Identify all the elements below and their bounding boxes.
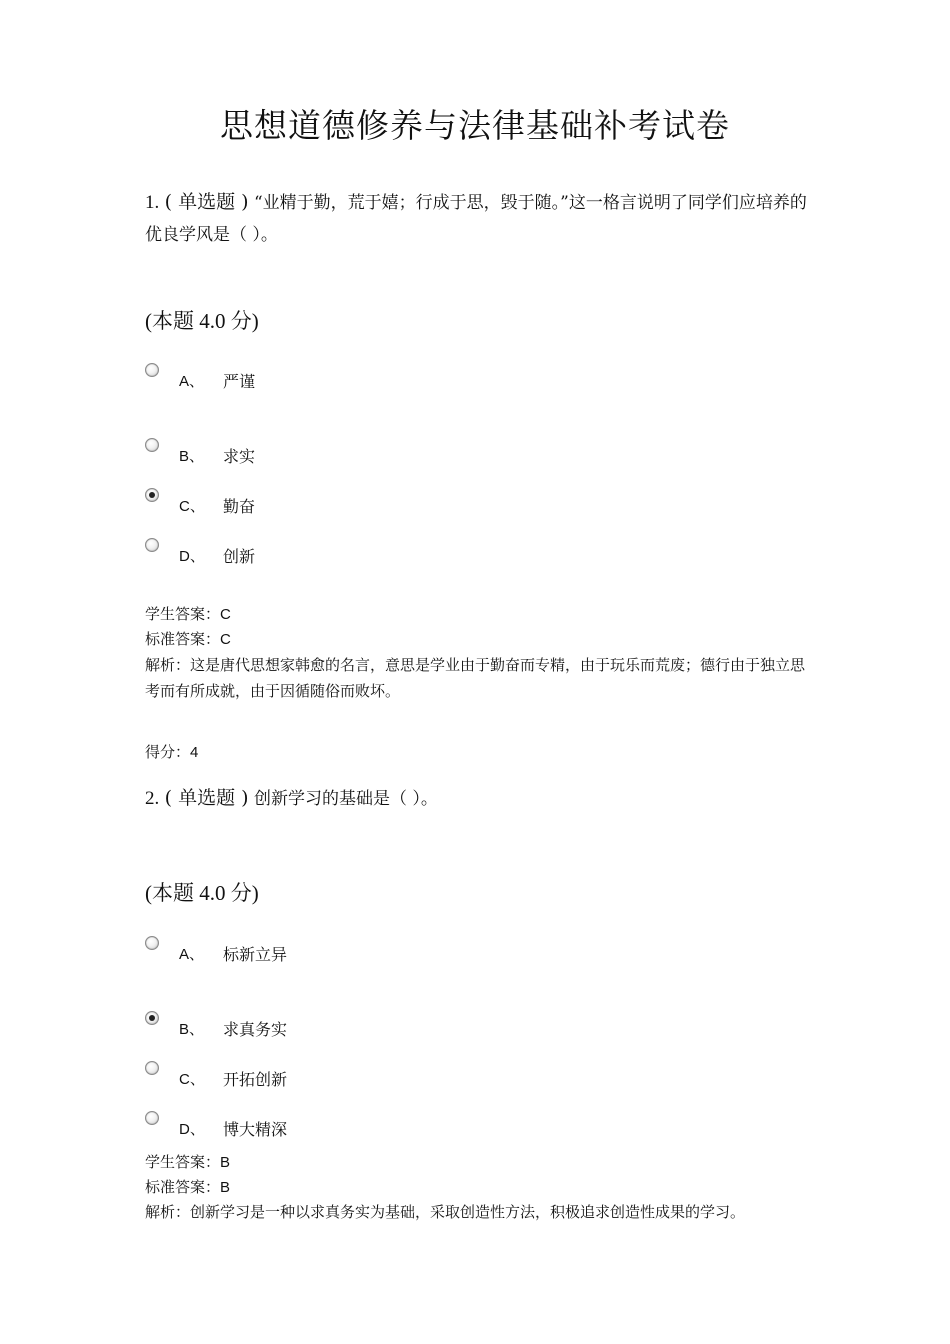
question-score: (本题 4.0 分) <box>145 881 259 905</box>
question-text: “业精于勤，荒于嬉；行成于思，毁于随。”这一格言说明了同学们应培养的优良学风是（ ）。 <box>145 193 807 245</box>
option-text: 勤奋 <box>223 497 256 516</box>
radio-button[interactable] <box>145 1111 159 1125</box>
radio-button-selected[interactable] <box>145 488 159 502</box>
radio-button[interactable] <box>145 538 159 552</box>
question-1 <box>145 186 815 761</box>
option-text: 开拓创新 <box>223 1070 288 1089</box>
option-letter: C、 <box>179 1071 205 1088</box>
option-a[interactable] <box>145 936 545 966</box>
question-number: 2. <box>145 788 160 809</box>
option-text: 求实 <box>223 447 256 466</box>
question-number: 1. <box>145 192 160 213</box>
option-text: 标新立异 <box>223 945 288 964</box>
radio-button-selected[interactable] <box>145 1011 159 1025</box>
option-text: 严谨 <box>223 372 256 391</box>
radio-button[interactable] <box>145 363 159 377</box>
option-letter: D、 <box>179 1121 205 1138</box>
option-b[interactable] <box>145 438 545 468</box>
analysis-text: 解析：这是唐代思想家韩愈的名言，意思是学业由于勤奋而专精，由于玩乐而荒废；德行由于独立思考而有所成就，由于因循随俗而败坏。 <box>145 656 806 700</box>
option-text: 求真务实 <box>223 1020 288 1039</box>
student-answer: 学生答案：C <box>145 605 231 623</box>
option-letter: D、 <box>179 548 205 565</box>
option-text: 创新 <box>223 547 256 566</box>
option-c[interactable] <box>145 1061 545 1091</box>
student-answer: 学生答案：B <box>145 1153 231 1171</box>
option-letter: A、 <box>179 373 205 390</box>
question-type: ( 单选题 ) <box>164 191 249 213</box>
option-letter: B、 <box>179 1021 205 1038</box>
option-letter: A、 <box>179 946 205 963</box>
standard-answer: 标准答案：C <box>145 630 231 648</box>
question-type: ( 单选题 ) <box>164 787 249 809</box>
question-score: (本题 4.0 分) <box>145 309 259 333</box>
option-letter: C、 <box>179 498 205 515</box>
page-title: 思想道德修养与法律基础补考试卷 <box>220 106 730 145</box>
score-earned: 得分：4 <box>145 743 199 761</box>
radio-button[interactable] <box>145 438 159 452</box>
radio-button[interactable] <box>145 936 159 950</box>
option-c[interactable] <box>145 488 545 518</box>
option-text: 博大精深 <box>223 1120 288 1139</box>
question-2 <box>145 782 815 1232</box>
option-letter: B、 <box>179 448 205 465</box>
radio-button[interactable] <box>145 1061 159 1075</box>
option-d[interactable] <box>145 1111 545 1141</box>
option-a[interactable] <box>145 363 545 393</box>
standard-answer: 标准答案：B <box>145 1178 231 1196</box>
option-b[interactable] <box>145 1011 545 1041</box>
analysis-text: 解析：创新学习是一种以求真务实为基础，采取创造性方法，积极追求创造性成果的学习。 <box>145 1203 746 1221</box>
question-text: 创新学习的基础是（ ）。 <box>253 789 438 809</box>
option-d[interactable] <box>145 538 545 568</box>
